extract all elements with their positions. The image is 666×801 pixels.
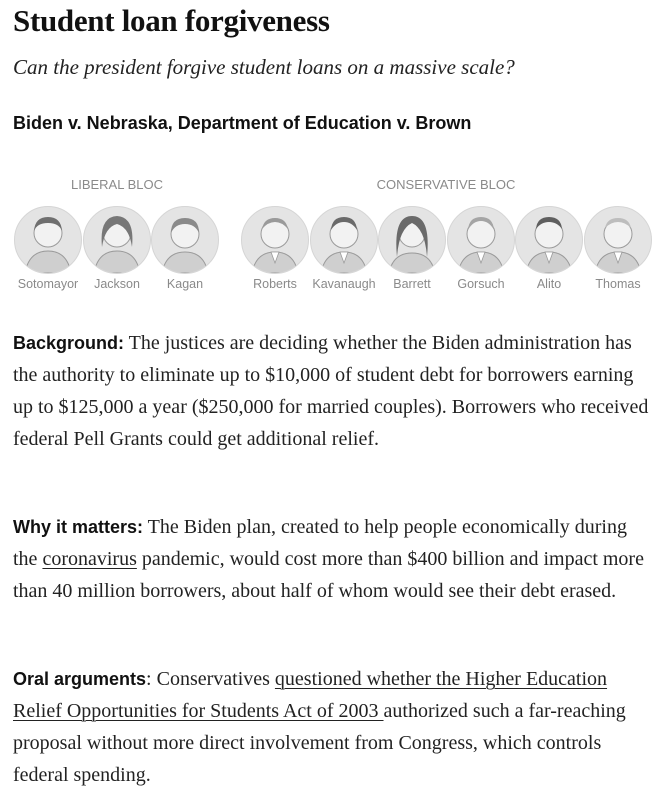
oral-lead: Oral arguments bbox=[13, 669, 147, 689]
justice-portrait-icon bbox=[447, 206, 515, 274]
higher-education-act-link[interactable]: questioned whether the Higher Education Relief Opportunities for Students Act of 2003 bbox=[13, 668, 608, 722]
justice-portrait-icon bbox=[83, 206, 151, 274]
justice-name: Roberts bbox=[253, 277, 297, 291]
background-paragraph bbox=[13, 327, 653, 455]
why-lead: Why it matters: bbox=[13, 517, 144, 537]
justice-kavanaugh bbox=[307, 206, 381, 291]
why-it-matters-paragraph bbox=[13, 511, 653, 607]
justice-name: Kagan bbox=[166, 277, 204, 291]
justice-name: Kavanaugh bbox=[312, 277, 376, 291]
justice-portrait-icon bbox=[151, 206, 219, 274]
page-title: Student loan forgiveness bbox=[13, 3, 330, 38]
justice-alito bbox=[512, 206, 586, 291]
justice-portrait-icon bbox=[515, 206, 583, 274]
oral-arguments-paragraph bbox=[13, 663, 653, 791]
oral-colon: : bbox=[146, 668, 152, 690]
oral-text-after: authorized such a far-reaching proposal without more direct involvement from Congress, which controls federal spending. bbox=[13, 700, 626, 786]
coronavirus-link[interactable]: coronavirus bbox=[42, 548, 137, 570]
justice-name: Gorsuch bbox=[457, 277, 505, 291]
background-text: The justices are deciding whether the Biden administration has the authority to eliminate up to $10,000 of student debt for borrowers earning up to $125,000 a year ($250,000 for married couples). Borrowers who received federal Pell Grants could get additional relief. bbox=[13, 332, 649, 450]
page-subtitle: Can the president forgive student loans on a massive scale? bbox=[13, 55, 515, 79]
why-text-before: The Biden plan, created to help people economically during the bbox=[13, 516, 627, 570]
why-text-after: pandemic, would cost more than $400 billion and impact more than 40 million borrowers, about half of whom would see their debt erased. bbox=[13, 548, 644, 602]
case-name: Biden v. Nebraska, Department of Education v. Brown bbox=[13, 113, 472, 133]
conservative-bloc-label: CONSERVATIVE BLOC bbox=[376, 177, 516, 192]
justice-portrait-icon bbox=[378, 206, 446, 274]
justice-jackson bbox=[80, 206, 154, 291]
justice-gorsuch bbox=[444, 206, 518, 291]
justice-portrait-icon bbox=[241, 206, 309, 274]
justice-roberts bbox=[238, 206, 312, 291]
justice-barrett bbox=[375, 206, 449, 291]
justice-name: Alito bbox=[536, 277, 562, 291]
justice-portrait-icon bbox=[584, 206, 652, 274]
justice-kagan bbox=[148, 206, 222, 291]
oral-text-before: Conservatives bbox=[151, 668, 275, 690]
justice-name: Sotomayor bbox=[17, 277, 79, 291]
background-lead: Background: bbox=[13, 333, 125, 353]
justice-portrait-icon bbox=[310, 206, 378, 274]
justice-name: Barrett bbox=[393, 277, 431, 291]
justice-name: Thomas bbox=[595, 277, 641, 291]
justice-portrait-icon bbox=[14, 206, 82, 274]
justice-name: Jackson bbox=[94, 277, 140, 291]
liberal-bloc-label: LIBERAL BLOC bbox=[70, 177, 163, 192]
justice-thomas bbox=[581, 206, 655, 291]
justice-sotomayor bbox=[11, 206, 85, 291]
